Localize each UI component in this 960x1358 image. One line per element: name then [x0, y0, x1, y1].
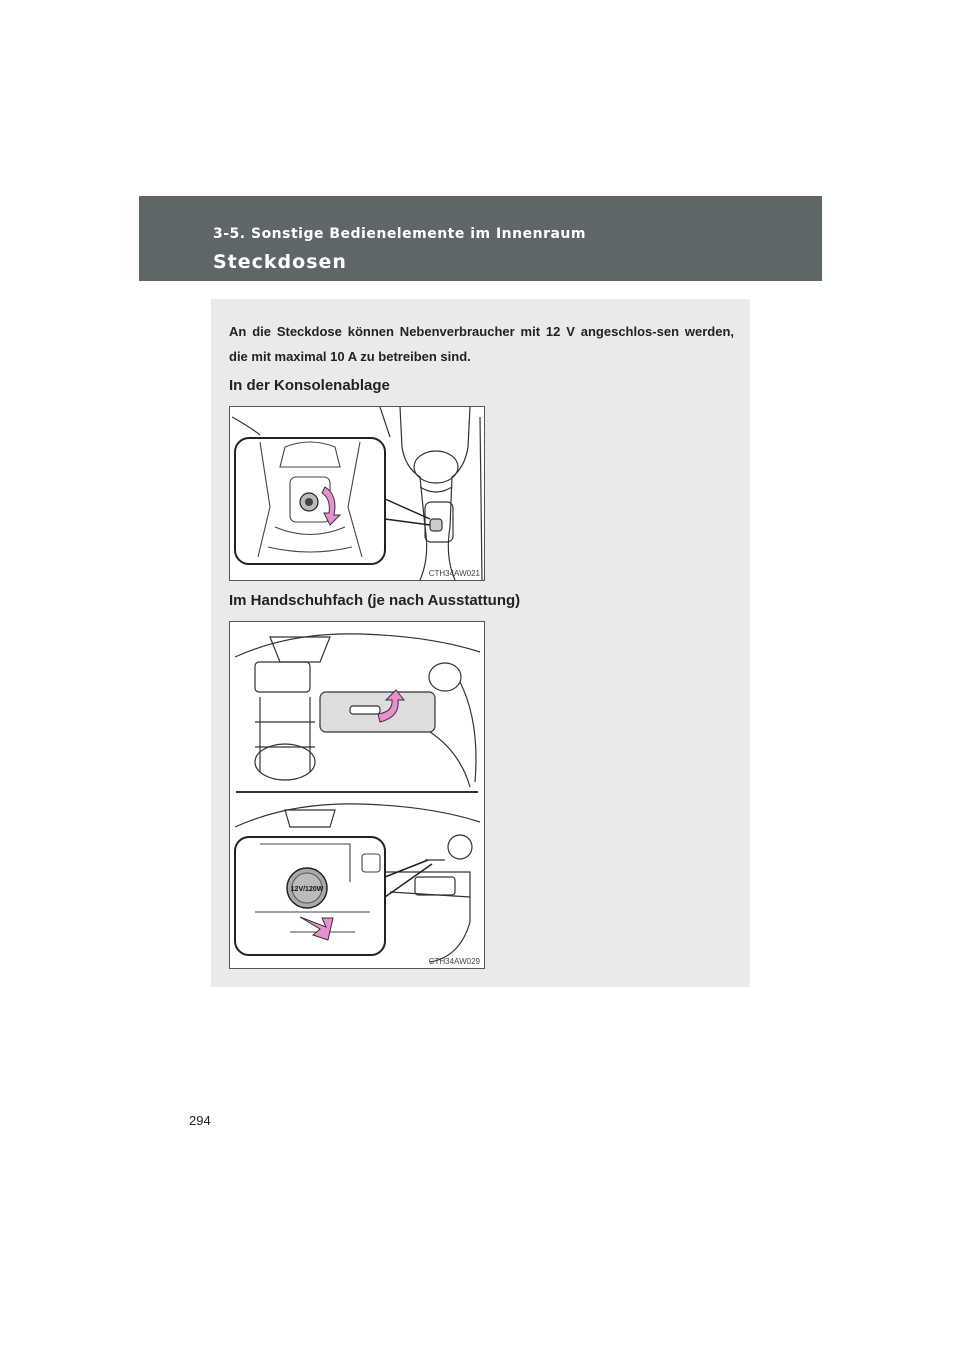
- console-illustration: [230, 407, 484, 580]
- figure-code: CTH34AW021: [428, 569, 480, 578]
- section-title: 3-5. Sonstige Bedienelemente im Innenraum: [213, 226, 586, 242]
- figure-console-socket: [229, 406, 485, 581]
- figure-code-2: CTH34AW029: [428, 957, 480, 966]
- figure-glovebox-socket: [229, 621, 485, 969]
- page-title: Steckdosen: [213, 251, 347, 273]
- intro-text: An die Steckdose können Nebenverbraucher mit 12 V angeschlos-sen werden, die mit maximal 10 A zu betreiben sind.: [229, 324, 734, 364]
- socket-label: 12V/120W: [290, 886, 324, 893]
- glovebox-illustration: [230, 622, 484, 968]
- zoom-pointer-2: [385, 860, 432, 897]
- page-number: 294: [189, 1113, 211, 1128]
- content-box: [211, 299, 750, 987]
- section-header: [139, 196, 822, 281]
- subheading-console: In der Konsolenablage: [229, 377, 390, 394]
- subheading-glovebox: Im Handschuhfach (je nach Ausstattung): [229, 592, 521, 609]
